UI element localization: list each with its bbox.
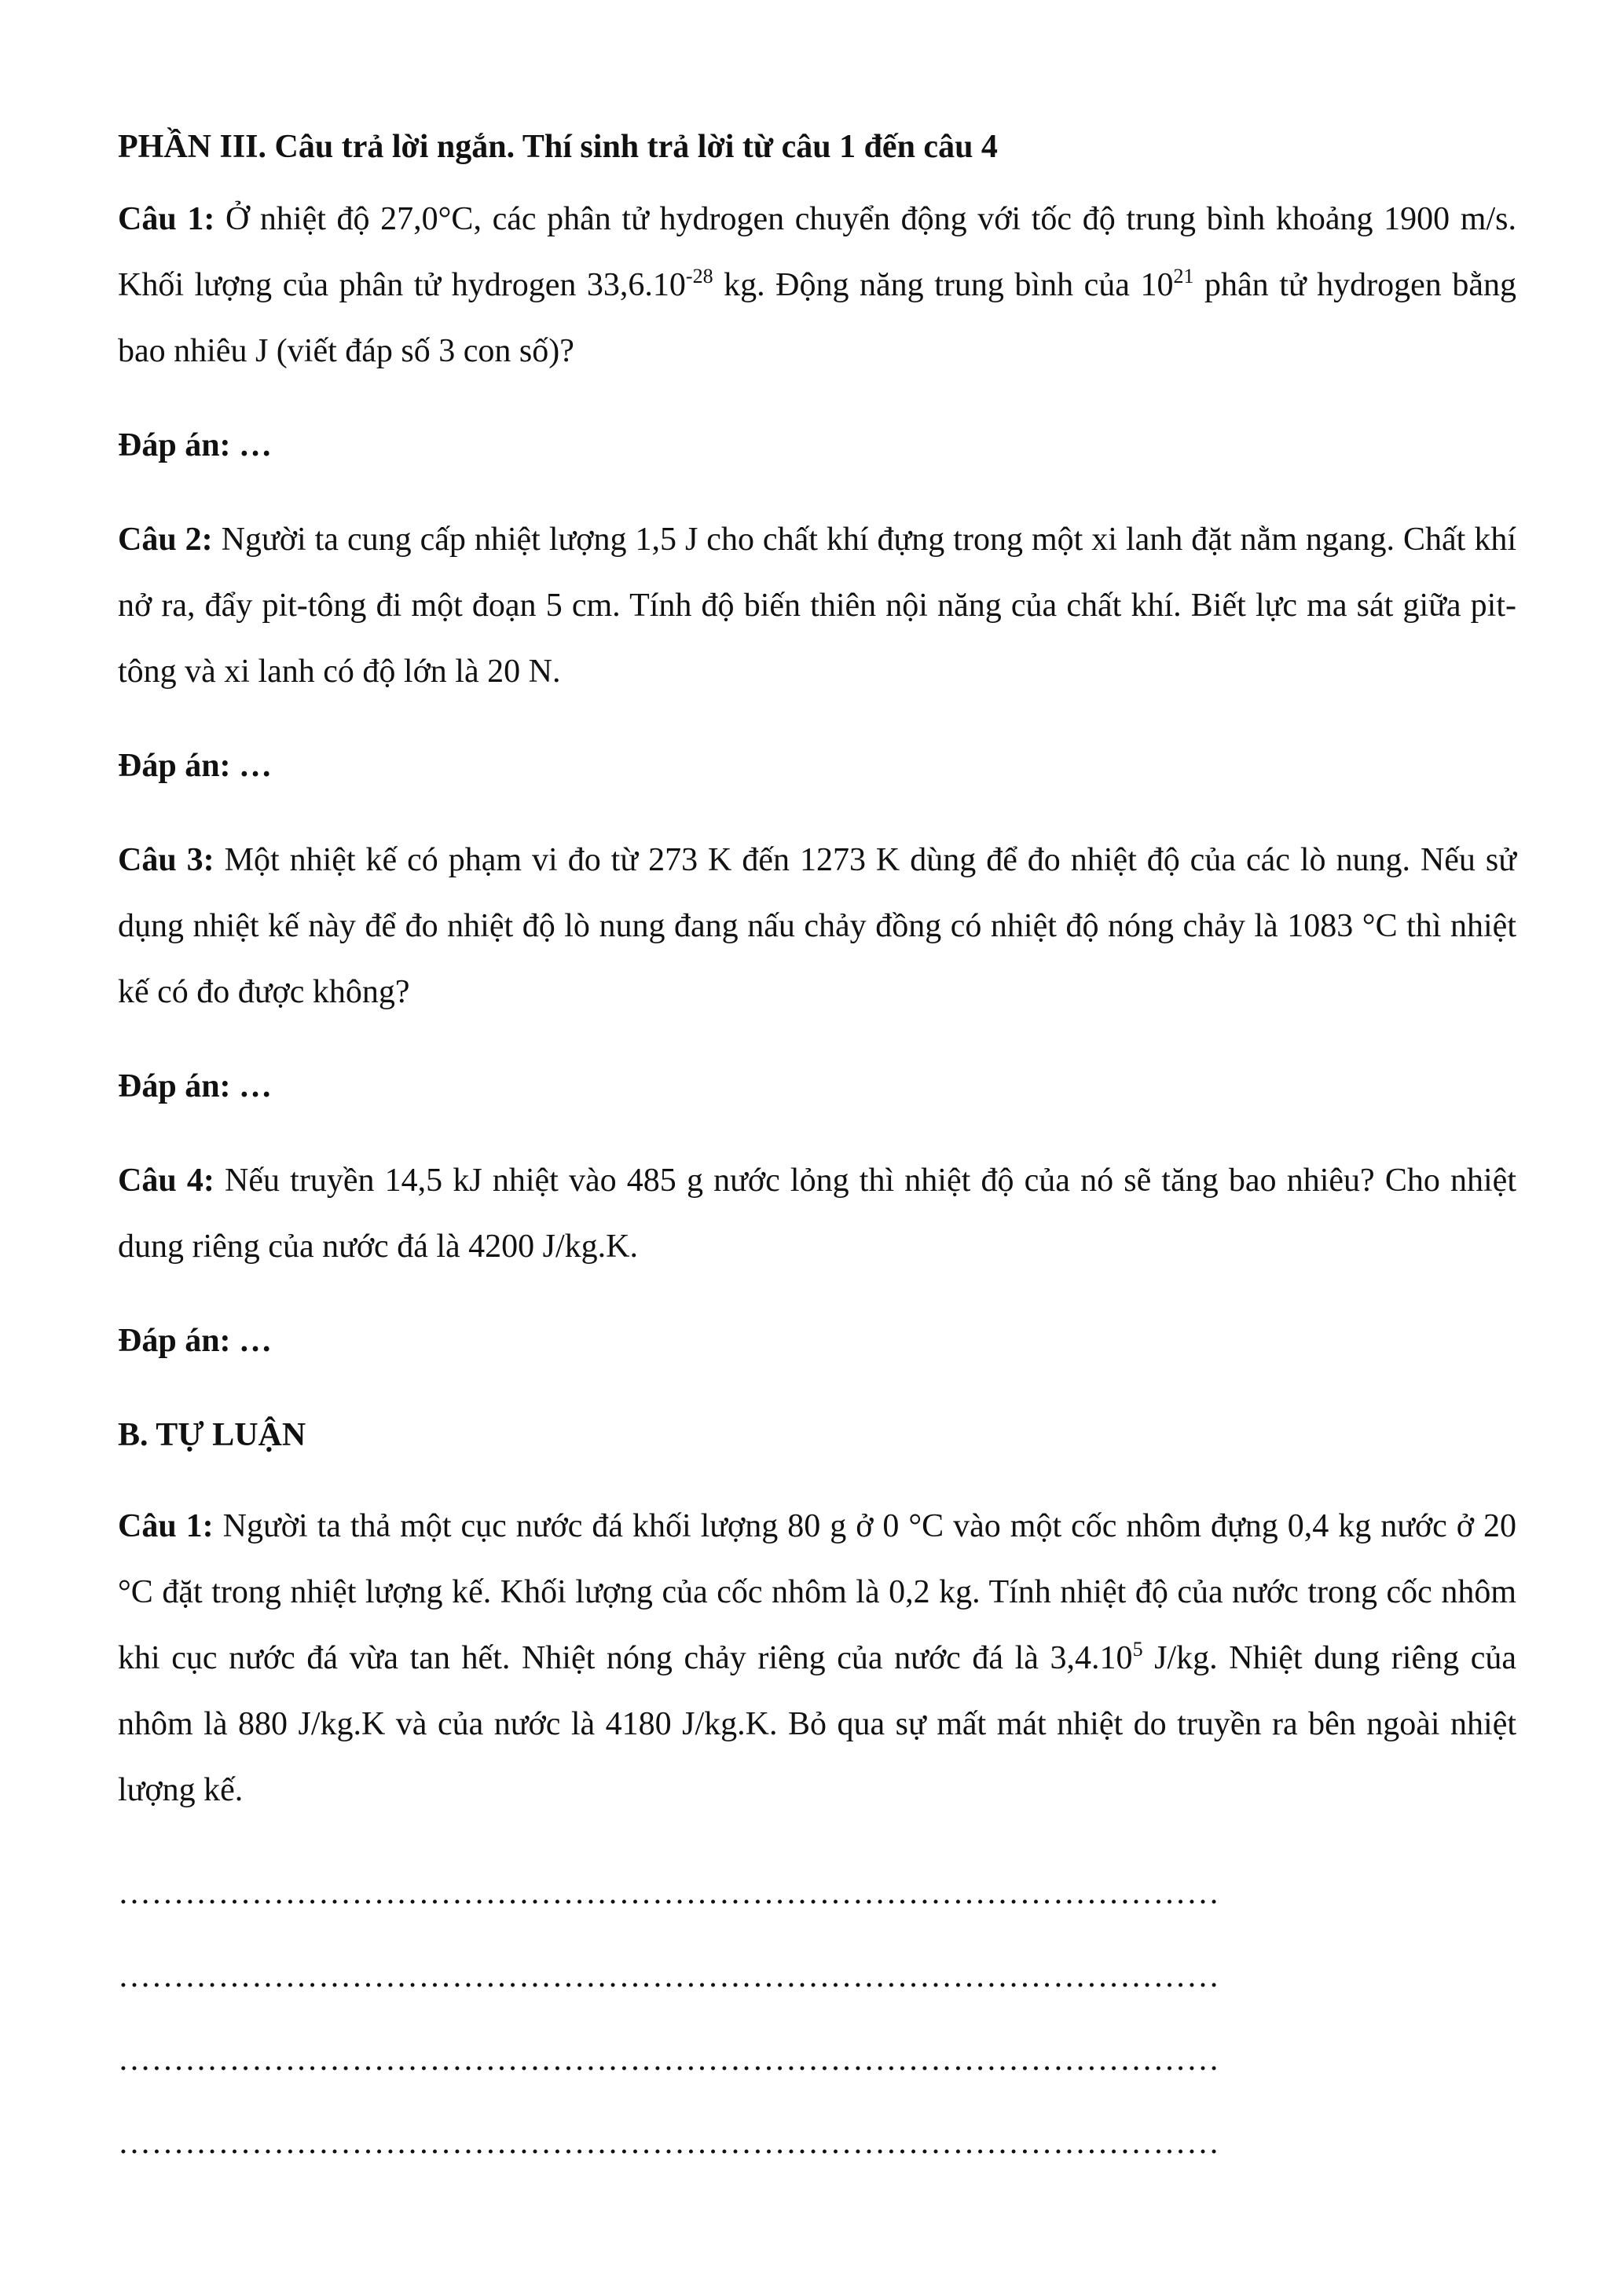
essay-question-1-exponent: 5 (1132, 1638, 1143, 1661)
question-1-exponent-b: 21 (1173, 265, 1194, 287)
answer-line[interactable]: ……………………………………………………………………………………… (118, 2041, 1220, 2078)
answer-2: Đáp án: … (118, 748, 273, 784)
question-1-text-b: kg. Động năng trung bình của 10 (713, 267, 1174, 303)
question-2-text: Người ta cung cấp nhiệt lượng 1,5 J cho chất khí đựng trong một xi lanh đặt nằm ngang. Chất khí nở ra, đẩy pit-tông đi một đoạn 5 cm. Tính độ biến thiên nội năng của chất khí. Biết lực ma sát giữa pit-tông và xi lanh có độ lớn là 20 N. (118, 522, 1516, 690)
question-1-label: Câu 1: (118, 201, 215, 237)
question-1-text-a: Ở nhiệt độ 27,0°C, các phân tử hydrogen chuyển động với tốc độ trung bình khoảng 1900 m/s. Khối lượng của phân tử hydrogen 33,6.10 (118, 201, 1516, 303)
question-3-text: Một nhiệt kế có phạm vi đo từ 273 K đến 1273 K dùng để đo nhiệt độ của các lò nung. Nếu sử dụng nhiệt kế này để đo nhiệt độ lò nung đang nấu chảy đồng có nhiệt độ nóng chảy là 1083 °C thì nhiệt kế có đo được không? (118, 842, 1516, 1010)
essay-question-1-label: Câu 1: (118, 1508, 214, 1544)
part-b-heading: B. TỰ LUẬN (118, 1417, 306, 1453)
question-1-text-c: phân tử hydrogen bằng bao nhiêu J (viết đáp số 3 con số)? (118, 267, 1516, 369)
answer-lines (118, 1851, 1516, 2184)
question-1-exponent-a: -28 (685, 265, 713, 287)
question-2 (118, 507, 1516, 705)
essay-question-1-text-b: J/kg. Nhiệt dung riêng của nhôm là 880 J/kg.K và của nước là 4180 J/kg.K. Bỏ qua sự mất mát nhiệt do truyền ra bên ngoài nhiệt lượng kế. (118, 1640, 1516, 1808)
answer-1: Đáp án: … (118, 427, 273, 463)
answer-3: Đáp án: … (118, 1068, 273, 1104)
answer-4: Đáp án: … (118, 1323, 273, 1359)
question-3-label: Câu 3: (118, 842, 214, 878)
essay-question-1 (118, 1493, 1516, 1823)
part3-heading: PHẦN III. Câu trả lời ngắn. Thí sinh trả lời từ câu 1 đến câu 4 (118, 129, 998, 165)
essay-question-1-text-a: Người ta thả một cục nước đá khối lượng 80 g ở 0 °C vào một cốc nhôm đựng 0,4 kg nước ở 20 °C đặt trong nhiệt lượng kế. Khối lượng của cốc nhôm là 0,2 kg. Tính nhiệt độ của nước trong cốc nhôm khi cục nước đá vừa tan hết. Nhiệt nóng chảy riêng của nước đá là 3,4.10 (118, 1508, 1516, 1676)
question-2-label: Câu 2: (118, 522, 213, 558)
question-4-label: Câu 4: (118, 1163, 214, 1199)
answer-line[interactable]: ……………………………………………………………………………………… (118, 1875, 1220, 1911)
answer-line[interactable]: ……………………………………………………………………………………… (118, 2125, 1220, 2161)
answer-line[interactable]: ……………………………………………………………………………………… (118, 1958, 1220, 1994)
document-page (118, 114, 1516, 2184)
question-4-text: Nếu truyền 14,5 kJ nhiệt vào 485 g nước lỏng thì nhiệt độ của nó sẽ tăng bao nhiêu? Cho nhiệt dung riêng của nước đá là 4200 J/kg.K. (118, 1163, 1516, 1265)
question-1 (118, 186, 1516, 384)
question-3 (118, 827, 1516, 1025)
question-4 (118, 1148, 1516, 1280)
